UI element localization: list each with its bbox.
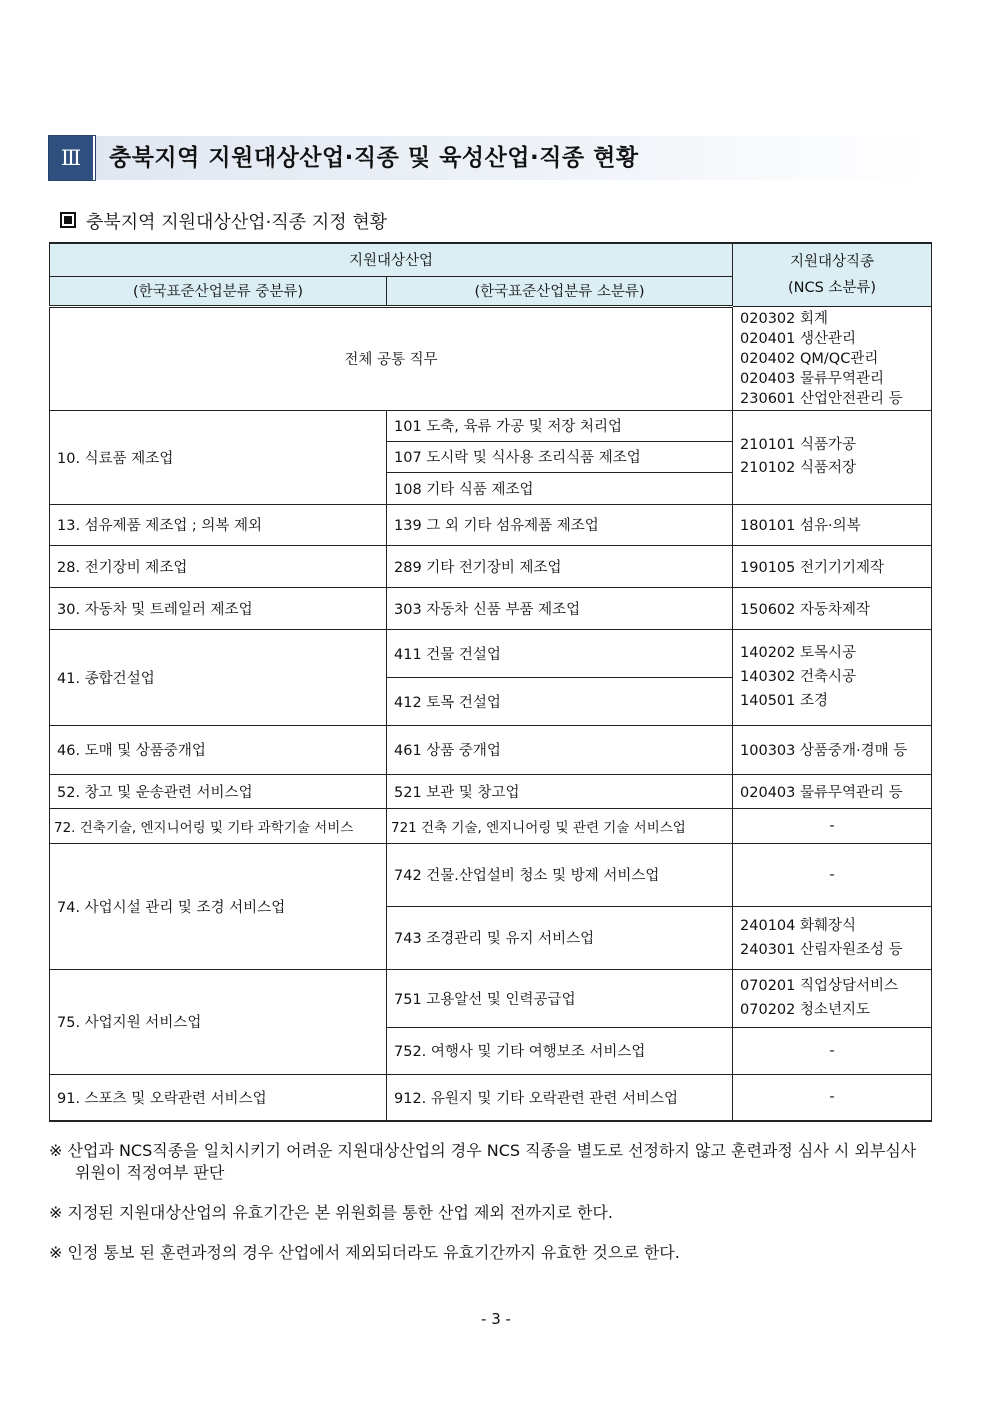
logistics-sub: 521 보관 및 창고업	[387, 774, 733, 808]
construction-sub-411: 411 건물 건설업	[387, 629, 733, 677]
header-industry: 지원대상산업	[50, 243, 733, 276]
support-jobs-751	[733, 969, 932, 1027]
facility-job-742: -	[733, 843, 932, 906]
textile-job: 180101 섬유·의복	[733, 504, 932, 545]
electric-sub: 289 기타 전기장비 제조업	[387, 545, 733, 587]
food-mid: 10. 식료품 제조업	[50, 410, 387, 504]
roman-numeral-badge: Ⅲ	[49, 136, 95, 180]
wholesale-mid: 46. 도매 및 상품중개업	[50, 725, 387, 774]
food-jobs	[733, 410, 932, 504]
food-sub-108: 108 기타 식품 제조업	[387, 472, 733, 504]
support-mid: 75. 사업지원 서비스업	[50, 969, 387, 1074]
facility-jobs-743	[733, 906, 932, 969]
job-item: 240104 화훼장식	[740, 917, 857, 934]
support-sub-751: 751 고용알선 및 인력공급업	[387, 969, 733, 1027]
notes	[49, 1140, 927, 1282]
engineering-mid: 72. 건축기술, 엔지니어링 및 기타 과학기술 서비스	[50, 808, 387, 843]
header-job-sub: (NCS 소분류)	[787, 279, 877, 296]
job-item: 210102 식품저장	[740, 460, 857, 476]
sports-sub: 912. 유원지 및 기타 오락관련 관련 서비스업	[387, 1074, 733, 1121]
auto-sub: 303 자동차 신품 부품 제조업	[387, 587, 733, 629]
common-label: 전체 공통 직무	[50, 306, 733, 410]
electric-job: 190105 전기기기제작	[733, 545, 932, 587]
support-sub-752: 752. 여행사 및 기타 여행보조 서비스업	[387, 1027, 733, 1074]
facility-mid: 74. 사업시설 관리 및 조경 서비스업	[50, 843, 387, 969]
wholesale-job: 100303 상품중개·경매 등	[733, 725, 932, 774]
job-item: 020302 회계	[740, 310, 828, 327]
section-heading-text: 충북지역 지원대상산업·직종 지정 현황	[86, 212, 388, 233]
square-bullet-icon	[60, 212, 76, 228]
textile-sub: 139 그 외 기타 섬유제품 제조업	[387, 504, 733, 545]
job-item: 140202 토목시공	[740, 645, 857, 661]
job-item: 070201 직업상담서비스	[740, 978, 899, 994]
page-title: 충북지역 지원대상산업·직종 및 육성산업·직종 현황	[109, 145, 639, 171]
job-item: 020403 물류무역관리	[740, 370, 885, 387]
industry-table	[49, 242, 932, 1122]
engineering-job: -	[733, 808, 932, 843]
engineering-sub: 721 건축 기술, 엔지니어링 및 관련 기술 서비스업	[387, 808, 733, 843]
common-jobs	[733, 306, 932, 410]
header-job-title: 지원대상직종	[789, 253, 875, 270]
facility-sub-742: 742 건물.산업설비 청소 및 방제 서비스업	[387, 843, 733, 906]
section-title-bar	[49, 136, 929, 180]
job-item: 140501 조경	[740, 693, 828, 709]
logistics-job: 020403 물류무역관리 등	[733, 774, 932, 808]
page-number: - 3 -	[481, 1310, 511, 1328]
job-item: 020401 생산관리	[740, 330, 857, 347]
note-item: ※ 지정된 지원대상산업의 유효기간은 본 위원회를 통한 산업 제외 전까지로 한다.	[49, 1203, 613, 1222]
support-job-752: -	[733, 1027, 932, 1074]
construction-mid: 41. 종합건설업	[50, 629, 387, 725]
job-item: 070202 청소년지도	[740, 1002, 871, 1018]
header-job	[733, 243, 932, 306]
auto-mid: 30. 자동차 및 트레일러 제조업	[50, 587, 387, 629]
section-heading	[60, 208, 387, 234]
auto-job: 150602 자동차제작	[733, 587, 932, 629]
job-item: 240301 산림자원조성 등	[740, 941, 903, 958]
construction-jobs	[733, 629, 932, 725]
header-mid: (한국표준산업분류 중분류)	[50, 276, 387, 306]
job-item: 140302 건축시공	[740, 669, 857, 685]
food-sub-107: 107 도시락 및 식사용 조리식품 제조업	[387, 441, 733, 472]
facility-sub-743: 743 조경관리 및 유지 서비스업	[387, 906, 733, 969]
header-sub: (한국표준산업분류 소분류)	[387, 276, 733, 306]
job-item: 230601 산업안전관리 등	[740, 390, 903, 407]
job-item: 210101 식품가공	[740, 437, 857, 453]
electric-mid: 28. 전기장비 제조업	[50, 545, 387, 587]
construction-sub-412: 412 토목 건설업	[387, 677, 733, 725]
sports-mid: 91. 스포츠 및 오락관련 서비스업	[50, 1074, 387, 1121]
note-item: ※ 산업과 NCS직종을 일치시키기 어려운 지원대상산업의 경우 NCS 직종을 별도로 선정하지 않고 훈련과정 심사 시 외부심사위원이 적정여부 판단	[49, 1141, 917, 1182]
job-item: 020402 QM/QC관리	[740, 350, 879, 367]
wholesale-sub: 461 상품 중개업	[387, 725, 733, 774]
textile-mid: 13. 섬유제품 제조업 ; 의복 제외	[50, 504, 387, 545]
food-sub-101: 101 도축, 육류 가공 및 저장 처리업	[387, 410, 733, 441]
sports-job: -	[733, 1074, 932, 1121]
note-item: ※ 인정 통보 된 훈련과정의 경우 산업에서 제외되더라도 유효기간까지 유효한 것으로 한다.	[49, 1243, 680, 1262]
logistics-mid: 52. 창고 및 운송관련 서비스업	[50, 774, 387, 808]
